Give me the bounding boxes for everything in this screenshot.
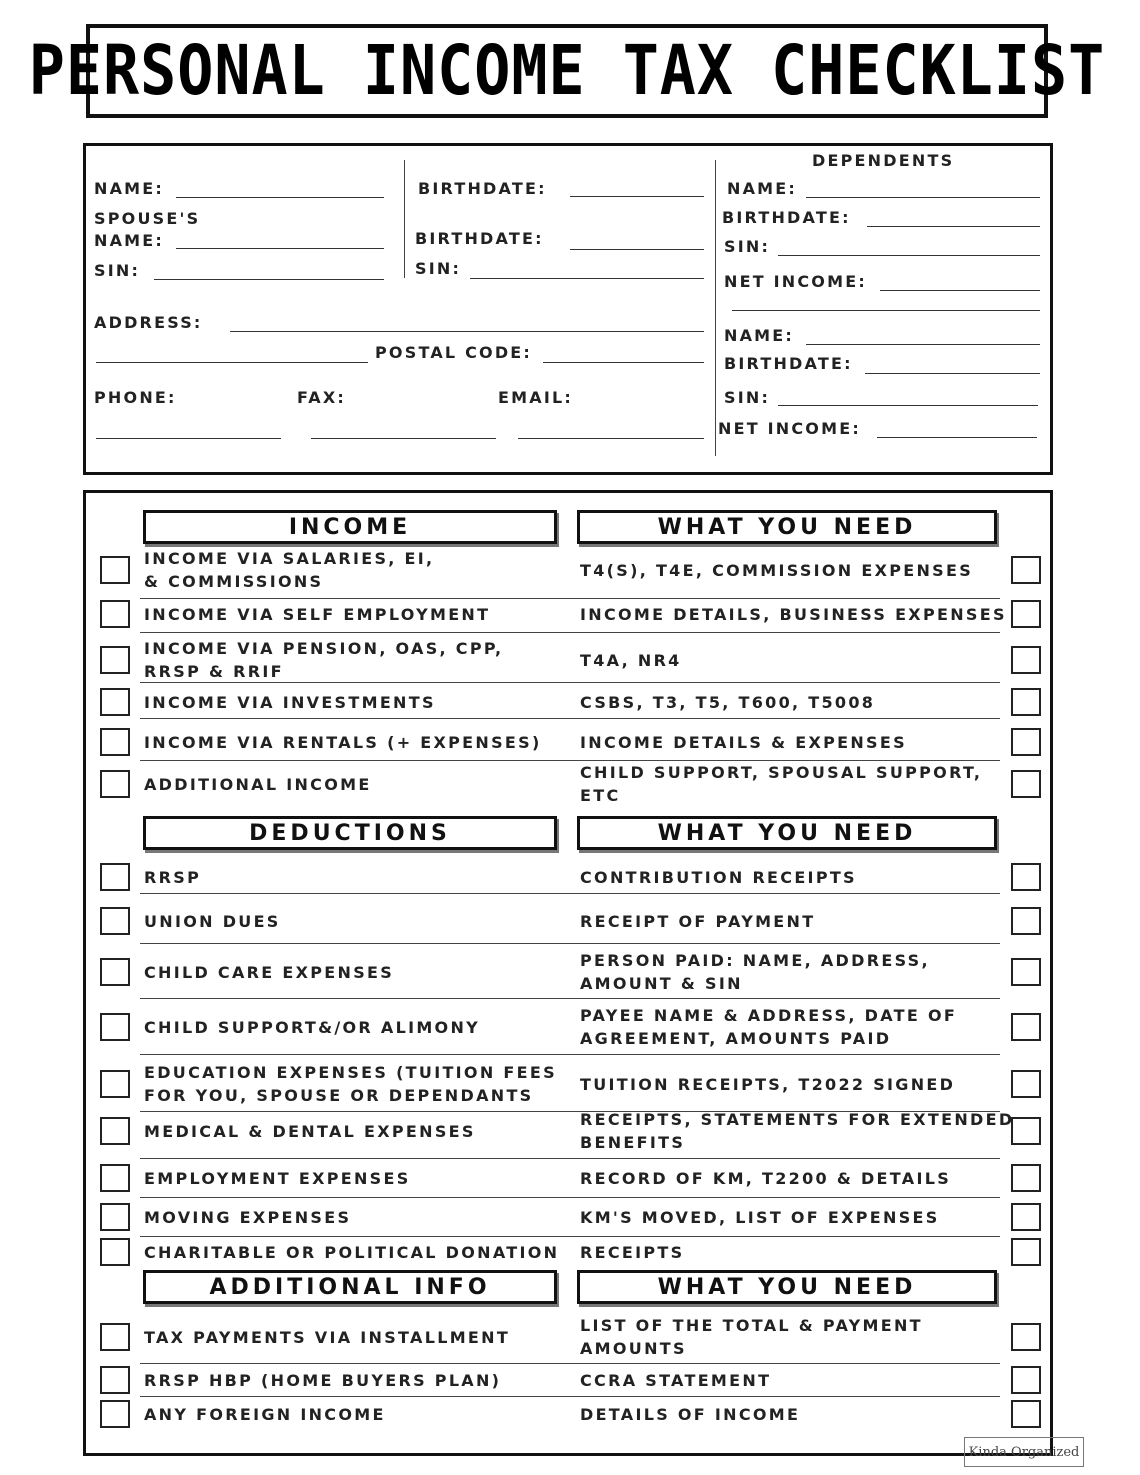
dependent-2-birthdate-label: BIRTHDATE: [724, 354, 853, 373]
what-you-need-label [580, 1004, 957, 1050]
item-checkbox[interactable] [100, 958, 130, 986]
checklist-item-text: INCOME VIA SELF EMPLOYMENT [144, 604, 491, 624]
item-checkbox[interactable] [1011, 646, 1041, 674]
phone-field[interactable] [96, 438, 281, 439]
row-divider [140, 1236, 1000, 1237]
what-you-need-label [580, 649, 682, 672]
what-you-need-heading: WHAT YOU NEED [577, 816, 997, 850]
item-checkbox[interactable] [100, 1203, 130, 1231]
row-divider [140, 682, 1000, 683]
checklist-item-text: ADDITIONAL INCOME [144, 774, 372, 794]
item-checkbox[interactable] [100, 556, 130, 584]
personal-info-panel [83, 143, 1053, 475]
section-heading: INCOME [143, 510, 557, 544]
checklist-item-text: RRSP & RRIF [144, 662, 284, 681]
checklist-item-label [144, 1016, 480, 1039]
what-you-need-label [580, 1206, 940, 1229]
email-label: EMAIL: [498, 388, 573, 407]
what-you-need-label [580, 603, 1007, 626]
checklist-item-text: CHILD CARE EXPENSES [144, 962, 395, 982]
postal-code-field[interactable] [543, 362, 704, 363]
checklist-item-label [144, 1206, 351, 1229]
phone-label: PHONE: [94, 388, 177, 407]
item-checkbox[interactable] [100, 1117, 130, 1145]
checklist-item-label [144, 603, 490, 626]
what-you-need-text: TUITION RECEIPTS, T2022 SIGNED [580, 1074, 956, 1094]
checklist-item-text: INCOME VIA SALARIES, EI, [144, 549, 435, 568]
checklist-item-label [144, 866, 201, 889]
checklist-item-label [144, 1369, 501, 1392]
what-you-need-text: AGREEMENT, AMOUNTS PAID [580, 1029, 892, 1048]
checklist-item-label [144, 910, 281, 933]
row-divider [140, 1111, 1000, 1112]
what-you-need-label [580, 866, 857, 889]
item-checkbox[interactable] [100, 1323, 130, 1351]
dependent-1-sin-field[interactable] [778, 255, 1040, 256]
item-checkbox[interactable] [100, 1013, 130, 1041]
item-checkbox[interactable] [1011, 958, 1041, 986]
divider [404, 160, 405, 278]
dependent-2-birthdate-field[interactable] [865, 373, 1040, 374]
section-heading: DEDUCTIONS [143, 816, 557, 850]
sin-label: SIN: [94, 261, 141, 280]
item-checkbox[interactable] [1011, 556, 1041, 584]
what-you-need-text: BENEFITS [580, 1133, 686, 1152]
address-field[interactable] [230, 331, 704, 332]
what-you-need-text: PAYEE NAME & ADDRESS, DATE OF [580, 1006, 958, 1025]
item-checkbox[interactable] [1011, 728, 1041, 756]
what-you-need-text: CHILD SUPPORT, SPOUSAL SUPPORT, [580, 763, 983, 782]
what-you-need-label [580, 1314, 923, 1360]
item-checkbox[interactable] [100, 646, 130, 674]
checklist-item-text: EDUCATION EXPENSES (TUITION FEES [144, 1063, 557, 1082]
checklist-item-label [144, 773, 372, 796]
item-checkbox[interactable] [1011, 1323, 1041, 1351]
item-checkbox[interactable] [1011, 1070, 1041, 1098]
what-you-need-text: LIST OF THE TOTAL & PAYMENT [580, 1316, 923, 1335]
fax-label: FAX: [297, 388, 347, 407]
item-checkbox[interactable] [1011, 1366, 1041, 1394]
page-title: PERSONAL INCOME TAX CHECKLIST [28, 30, 1106, 112]
address-field-line2[interactable] [96, 362, 368, 363]
dependent-1-sin-label: SIN: [724, 237, 771, 256]
dependent-1-net-income-line2[interactable] [732, 310, 1040, 311]
what-you-need-text: KM'S MOVED, LIST OF EXPENSES [580, 1207, 940, 1227]
what-you-need-label [580, 910, 815, 933]
row-divider [140, 598, 1000, 599]
checklist-item-label [144, 1061, 557, 1107]
what-you-need-label [580, 691, 875, 714]
item-checkbox[interactable] [1011, 1238, 1041, 1266]
what-you-need-label [580, 1241, 684, 1264]
spouse-name-field[interactable] [176, 248, 384, 249]
spouse-birthdate-label: BIRTHDATE: [415, 229, 544, 248]
checklist-item-text: INCOME VIA INVESTMENTS [144, 692, 436, 712]
birthdate-label: BIRTHDATE: [418, 179, 547, 198]
what-you-need-label [580, 1167, 951, 1190]
checklist-item-label [144, 691, 436, 714]
checklist-item-label [144, 1403, 386, 1426]
dependent-1-name-field[interactable] [806, 197, 1040, 198]
address-label: ADDRESS: [94, 313, 203, 332]
what-you-need-label [580, 1369, 771, 1392]
item-checkbox[interactable] [100, 863, 130, 891]
item-checkbox[interactable] [100, 1238, 130, 1266]
what-you-need-text: T4A, NR4 [580, 650, 682, 670]
what-you-need-text: CONTRIBUTION RECEIPTS [580, 867, 857, 887]
what-you-need-label [580, 559, 973, 582]
what-you-need-label [580, 761, 982, 807]
spouse-birthdate-field[interactable] [570, 249, 704, 250]
dependent-1-net-income-label: NET INCOME: [724, 272, 867, 291]
what-you-need-text: AMOUNT & SIN [580, 974, 743, 993]
what-you-need-text: RECEIPTS [580, 1242, 685, 1262]
item-checkbox[interactable] [100, 1366, 130, 1394]
section-heading: ADDITIONAL INFO [143, 1270, 557, 1304]
row-divider [140, 893, 1000, 894]
checklist-item-label [144, 547, 434, 593]
spouse-sin-field[interactable] [470, 278, 704, 279]
checklist-item-text: CHILD SUPPORT&/OR ALIMONY [144, 1017, 481, 1037]
row-divider [140, 1363, 1000, 1364]
checklist-item-text: TAX PAYMENTS VIA INSTALLMENT [144, 1327, 511, 1347]
what-you-need-text: CSBS, T3, T5, T600, T5008 [580, 692, 876, 712]
checklist-item-text: RRSP HBP (HOME BUYERS PLAN) [144, 1370, 502, 1390]
what-you-need-text: DETAILS OF INCOME [580, 1404, 801, 1424]
item-checkbox[interactable] [1011, 1164, 1041, 1192]
what-you-need-heading: WHAT YOU NEED [577, 1270, 997, 1304]
what-you-need-text: ETC [580, 786, 621, 805]
checklist-item-text: FOR YOU, SPOUSE OR DEPENDANTS [144, 1086, 534, 1105]
item-checkbox[interactable] [100, 907, 130, 935]
dependent-1-birthdate-label: BIRTHDATE: [722, 208, 851, 227]
item-checkbox[interactable] [1011, 907, 1041, 935]
what-you-need-text: RECEIPTS, STATEMENTS FOR EXTENDED [580, 1110, 1015, 1129]
item-checkbox[interactable] [1011, 1203, 1041, 1231]
what-you-need-text: RECORD OF KM, T2200 & DETAILS [580, 1168, 952, 1188]
checklist-item-label [144, 1167, 411, 1190]
birthdate-field[interactable] [570, 196, 704, 197]
checklist-item-text: INCOME VIA RENTALS (+ EXPENSES) [144, 732, 542, 752]
item-checkbox[interactable] [100, 1164, 130, 1192]
checklist-item-label [144, 1241, 559, 1264]
what-you-need-label [580, 949, 930, 995]
dependent-1-birthdate-field[interactable] [867, 226, 1040, 227]
checklist-item-text: & COMMISSIONS [144, 572, 324, 591]
item-checkbox[interactable] [1011, 1013, 1041, 1041]
item-checkbox[interactable] [1011, 1400, 1041, 1428]
checklist-item-label [144, 1326, 510, 1349]
row-divider [140, 760, 1000, 761]
item-checkbox[interactable] [100, 1400, 130, 1428]
item-checkbox[interactable] [100, 770, 130, 798]
what-you-need-text: PERSON PAID: NAME, ADDRESS, [580, 951, 930, 970]
what-you-need-text: AMOUNTS [580, 1339, 687, 1358]
dependent-2-name-field[interactable] [806, 344, 1040, 345]
item-checkbox[interactable] [1011, 770, 1041, 798]
item-checkbox[interactable] [1011, 1117, 1041, 1145]
row-divider [140, 998, 1000, 999]
checklist-item-text: UNION DUES [144, 911, 281, 931]
spouse-name-label: NAME: [94, 231, 165, 250]
checklist-item-text: EMPLOYMENT EXPENSES [144, 1168, 411, 1188]
name-label: NAME: [94, 179, 165, 198]
what-you-need-label [580, 1073, 955, 1096]
row-divider [140, 1197, 1000, 1198]
spouse-label: SPOUSE'S [94, 209, 201, 228]
watermark-logo: Kinda Organized [964, 1437, 1084, 1467]
dependent-2-net-income-label: NET INCOME: [718, 419, 861, 438]
dependent-2-name-label: NAME: [724, 326, 795, 345]
postal-code-label: POSTAL CODE: [375, 343, 533, 362]
dependent-1-name-label: NAME: [727, 179, 798, 198]
dependent-2-sin-field[interactable] [778, 405, 1038, 406]
checklist-item-text: INCOME VIA PENSION, OAS, CPP, [144, 639, 504, 658]
what-you-need-label [580, 731, 907, 754]
item-checkbox[interactable] [1011, 688, 1041, 716]
what-you-need-label [580, 1108, 1014, 1154]
spouse-sin-label: SIN: [415, 259, 462, 278]
dependent-2-sin-label: SIN: [724, 388, 771, 407]
checklist-item-text: MOVING EXPENSES [144, 1207, 352, 1227]
dependent-1-net-income-field[interactable] [880, 290, 1040, 291]
item-checkbox[interactable] [100, 728, 130, 756]
checklist-item-label [144, 731, 542, 754]
sin-field[interactable] [154, 279, 384, 280]
item-checkbox[interactable] [100, 600, 130, 628]
item-checkbox[interactable] [1011, 600, 1041, 628]
checklist-item-label [144, 1120, 476, 1143]
row-divider [140, 1054, 1000, 1055]
name-field[interactable] [176, 197, 384, 198]
checklist-item-label [144, 637, 503, 683]
checklist-item-label [144, 961, 394, 984]
row-divider [140, 1396, 1000, 1397]
checklist-item-text: RRSP [144, 867, 202, 887]
what-you-need-text: RECEIPT OF PAYMENT [580, 911, 816, 931]
email-field[interactable] [518, 438, 704, 439]
checklist-item-text: MEDICAL & DENTAL EXPENSES [144, 1121, 476, 1141]
checklist-item-text: ANY FOREIGN INCOME [144, 1404, 386, 1424]
row-divider [140, 943, 1000, 944]
row-divider [140, 632, 1000, 633]
checklist-item-text: CHARITABLE OR POLITICAL DONATION [144, 1242, 560, 1262]
title-box [28, 24, 1106, 118]
what-you-need-text: INCOME DETAILS, BUSINESS EXPENSES [580, 604, 1007, 624]
fax-field[interactable] [311, 438, 496, 439]
what-you-need-label [580, 1403, 800, 1426]
item-checkbox[interactable] [100, 688, 130, 716]
what-you-need-heading: WHAT YOU NEED [577, 510, 997, 544]
item-checkbox[interactable] [1011, 863, 1041, 891]
what-you-need-text: T4(S), T4E, COMMISSION EXPENSES [580, 560, 974, 580]
what-you-need-text: INCOME DETAILS & EXPENSES [580, 732, 907, 752]
divider [715, 160, 716, 456]
what-you-need-text: CCRA STATEMENT [580, 1370, 772, 1390]
dependents-heading: DEPENDENTS [812, 151, 955, 170]
row-divider [140, 718, 1000, 719]
row-divider [140, 1158, 1000, 1159]
item-checkbox[interactable] [100, 1070, 130, 1098]
dependent-2-net-income-field[interactable] [877, 437, 1037, 438]
